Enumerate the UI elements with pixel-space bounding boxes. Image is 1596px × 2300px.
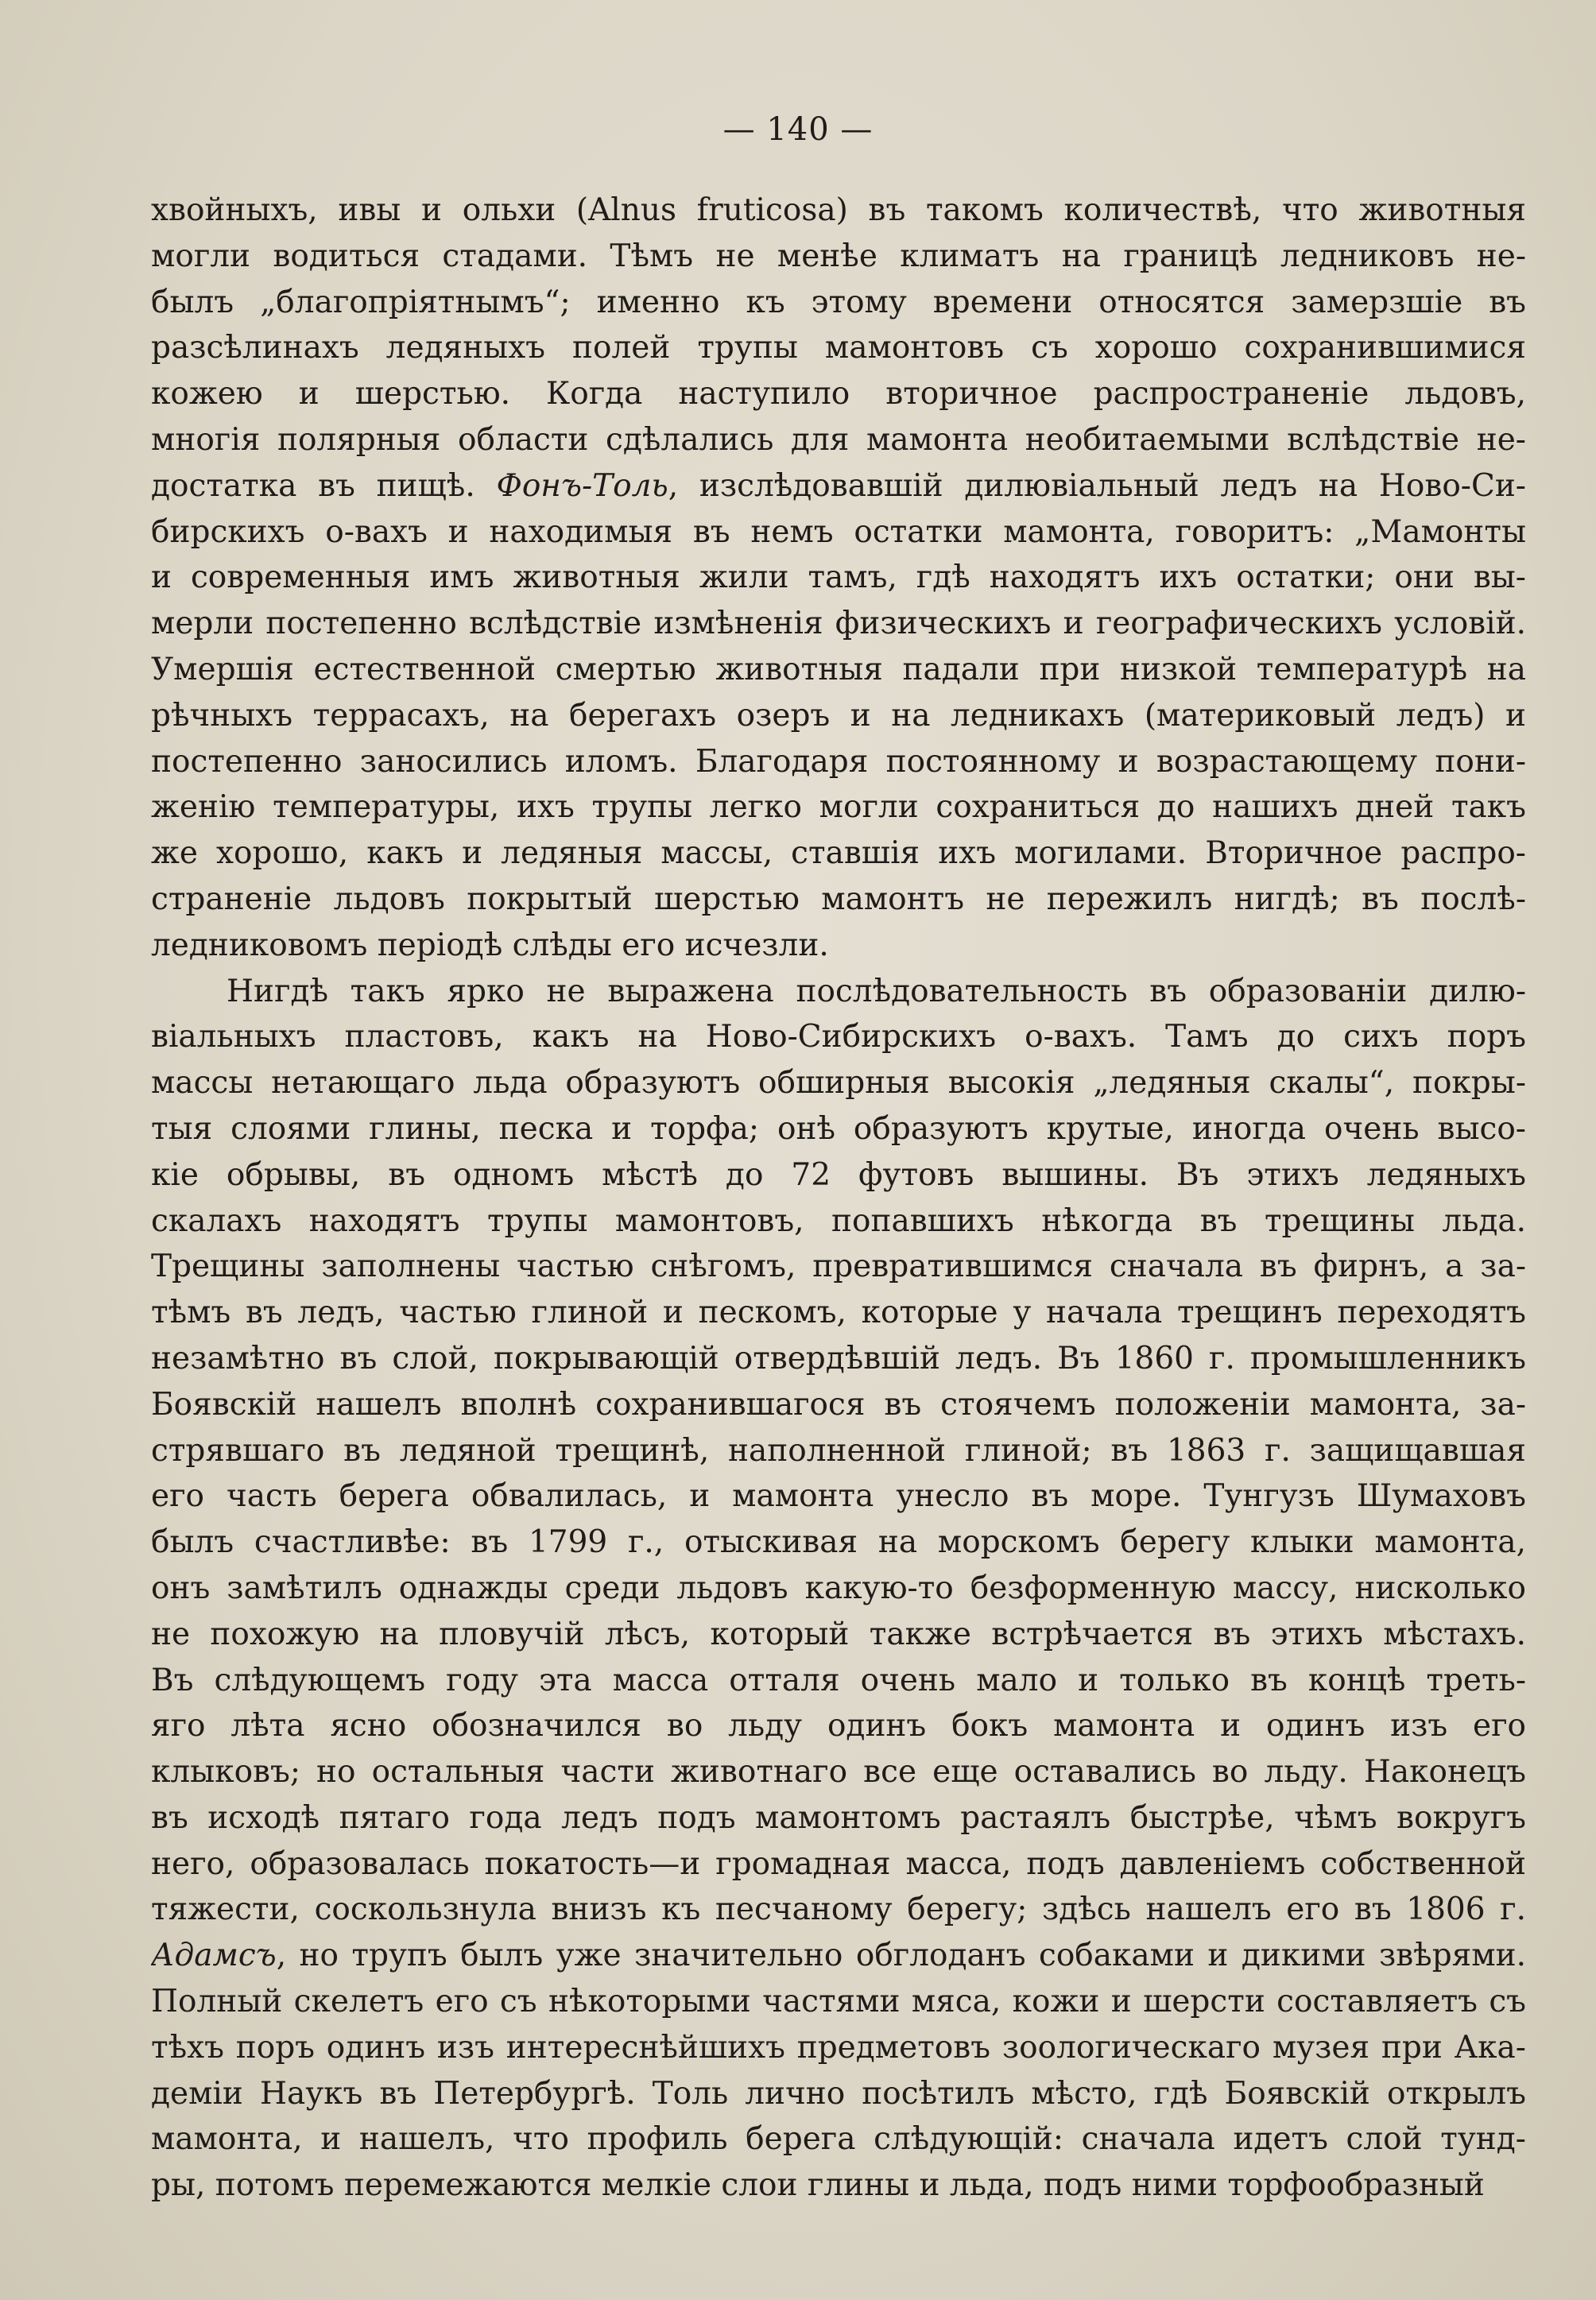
text-line: массы нетающаго льда образуютъ обширныя высокія „ледяныя скалы“, покры- [151,1065,1526,1102]
text-line: Въ слѣдующемъ году эта масса отталя очень мало и только въ концѣ треть- [151,1662,1526,1698]
text-line: его часть берега обвалилась, и мамонта унесло въ море. Тунгузъ Шумаховъ [151,1478,1526,1515]
text-line: тѣмъ въ ледъ, частью глиной и пескомъ, которые у начала трещинъ переходятъ [151,1295,1526,1331]
text-line: достатка въ пищѣ. Фонъ-Толь, изслѣдовавшій дилювіальный ледъ на Ново-Си- [151,467,1526,504]
text-line: былъ счастливѣе: въ 1799 г., отыскивая на морскомъ берегу клыки мамонта, [151,1524,1526,1561]
paragraph [151,969,1526,2209]
text-line: Адамсъ, но трупъ былъ уже значительно обглоданъ собаками и дикими звѣрями. [151,1938,1526,1974]
text-line: Нигдѣ такъ ярко не выражена послѣдовательность въ образованіи дилю- [227,973,1526,1009]
text-line: тыя слоями глины, песка и торфа; онѣ образуютъ крутые, иногда очень высо- [151,1110,1526,1147]
text-line: онъ замѣтилъ однажды среди льдовъ какую-то безформенную массу, нисколько [151,1570,1526,1606]
text-line: Боявскій нашелъ вполнѣ сохранившагося въ стоячемъ положеніи мамонта, за- [151,1386,1526,1423]
text-line: клыковъ; но остальныя части животнаго все еще оставались во льду. Наконецъ [151,1754,1526,1791]
text-line: деміи Наукъ въ Петербургѣ. Толь лично посѣтилъ мѣсто, гдѣ Боявскій открылъ [151,2075,1526,2112]
text-line: страненіе льдовъ покрытый шерстью мамонтъ не пережилъ нигдѣ; въ послѣ- [151,881,1526,917]
text-line: стрявшаго въ ледяной трещинѣ, наполненной глиной; въ 1863 г. защищавшая [151,1432,1526,1469]
text-line: кіе обрывы, въ одномъ мѣстѣ до 72 футовъ вышины. Въ этихъ ледяныхъ [151,1156,1526,1193]
text-line: него, образовалась покатость—и громадная масса, подъ давленіемъ собственной [151,1845,1526,1882]
text-line: бирскихъ о-вахъ и находимыя въ немъ остатки мамонта, говоритъ: „Мамонты [151,513,1526,550]
paragraph [151,188,1526,969]
text-line: скалахъ находятъ трупы мамонтовъ, попавшихъ нѣкогда въ трещины льда. [151,1202,1526,1239]
text-line: разсѣлинахъ ледяныхъ полей трупы мамонтовъ съ хорошо сохранившимися [151,330,1526,366]
text-line: Полный скелетъ его съ нѣкоторыми частями мяса, кожи и шерсти составляетъ съ [151,1984,1526,2020]
text-line: не похожую на пловучій лѣсъ, который также встрѣчается въ этихъ мѣстахъ. [151,1616,1526,1652]
page-number: — 140 — [722,111,874,148]
text-line: женію температуры, ихъ трупы легко могли сохраниться до нашихъ дней такъ [151,789,1526,826]
text-line: и современныя имъ животныя жили тамъ, гдѣ находятъ ихъ остатки; они вы- [151,560,1526,596]
text-line: незамѣтно въ слой, покрывающій отвердѣвшій ледъ. Въ 1860 г. промышленникъ [151,1340,1526,1377]
text-line: рѣчныхъ террасахъ, на берегахъ озеръ и на ледникахъ (материковый ледъ) и [151,697,1526,734]
text-line: Умершія естественной смертью животныя падали при низкой температурѣ на [151,651,1526,687]
text-line: ры, потомъ перемежаются мелкіе слои глины и льда, подъ ними торфообразный [151,2167,1485,2204]
text-line: хвойныхъ, ивы и ольхи (Alnus fruticosa) въ такомъ количествѣ, что животныя [151,192,1526,228]
text-line: яго лѣта ясно обозначился во льду одинъ бокъ мамонта и одинъ изъ его [151,1708,1526,1744]
text-line: постепенно заносились иломъ. Благодаря постоянному и возрастающему пони- [151,743,1526,780]
text-line: тѣхъ поръ одинъ изъ интереснѣйшихъ предметовъ зоологическаго музея при Ака- [151,2029,1526,2066]
text-line: ледниковомъ періодѣ слѣды его исчезли. [151,927,829,963]
text-line: мамонта, и нашелъ, что профиль берега слѣдующій: сначала идетъ слой тунд- [151,2121,1526,2158]
text-line: въ исходѣ пятаго года ледъ подъ мамонтомъ растаялъ быстрѣе, чѣмъ вокругъ [151,1799,1526,1836]
text-line: кожею и шерстью. Когда наступило вторичное распространеніе льдовъ, [151,376,1526,412]
text-line: мерли постепенно вслѣдствіе измѣненія физическихъ и географическихъ условій. [151,606,1526,642]
text-line: Трещины заполнены частью снѣгомъ, превратившимся сначала въ фирнъ, а за- [151,1249,1526,1285]
text-line: віальныхъ пластовъ, какъ на Ново-Сибирскихъ о-вахъ. Тамъ до сихъ поръ [151,1019,1526,1055]
body-text [151,188,1526,2209]
text-line: многія полярныя области сдѣлались для мамонта необитаемыми вслѣдствіе не- [151,421,1526,458]
text-line: могли водиться стадами. Тѣмъ не менѣе климатъ на границѣ ледниковъ не- [151,238,1526,274]
text-line: тяжести, соскользнула внизъ къ песчаному берегу; здѣсь нашелъ его въ 1806 г. [151,1891,1526,1928]
text-line: же хорошо, какъ и ледяныя массы, ставшія ихъ могилами. Вторичное распро- [151,835,1526,872]
text-line: былъ „благопріятнымъ“; именно къ этому времени относятся замерзшіе въ [151,284,1526,320]
